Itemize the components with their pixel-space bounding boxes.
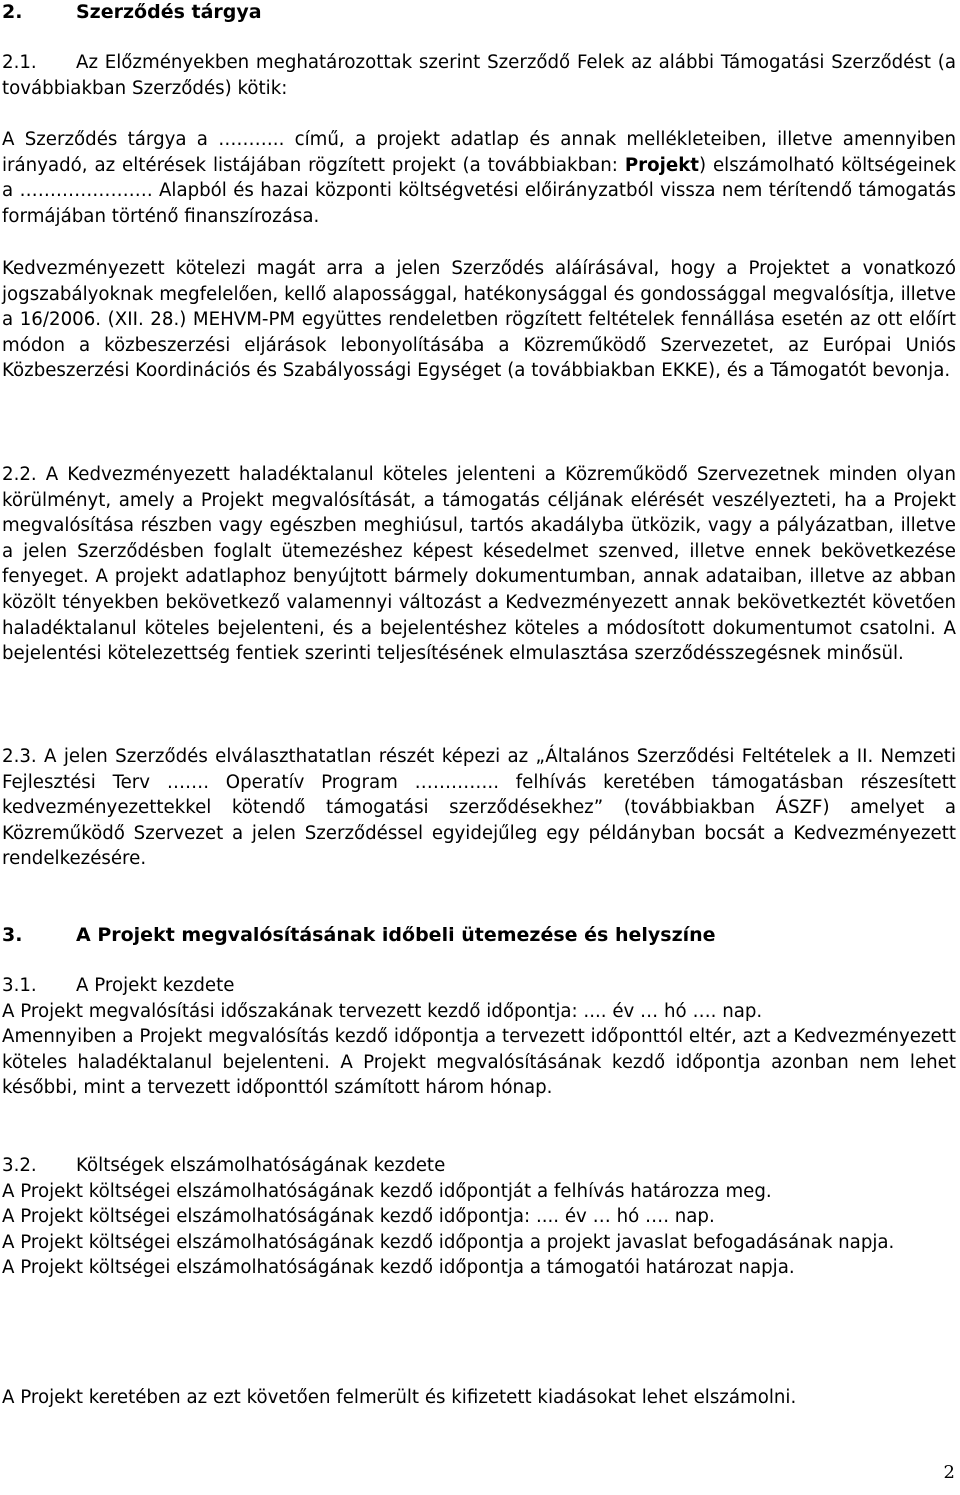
start-date-line: A Projekt megvalósítási időszakának tervezett kezdő időpontja: .... év … hó …. nap. <box>2 1000 763 1022</box>
paragraph-2-1-obligation <box>2 256 956 384</box>
paragraph-2-1-intro <box>2 50 956 101</box>
section-2-number: 2. <box>2 1 23 23</box>
subsection-3-2 <box>2 1153 956 1281</box>
paragraph-2-2-text: 2.2. A Kedvezményezett haladéktalanul köteles jelenteni a Közreműködő Szervezetnek minden olyan körülményt, amely a Projekt megvalósítását, a támogatás céljának elérését veszélyezteti, ha a Projekt megvalósítása részben vagy egészben meghiúsul, tartós akadályba ütközik, vagy a pályázatban, illetve a jelen Szerződésben foglalt ütemezéshez képest késedelmet szenved, illetve ennek bekövetkezése fenyeget. A projekt adatlaphoz benyújtott bármely dokumentumban, annak adataiban, illetve az abban közölt tényekben bekövetkező valamennyi változást a Kedvezményezett annak bekövetkeztét követően haladéktalanul köteles bejelenteni, és a bejelentéshez köteles a módosított dokumentumot csatolni. A bejelentési kötelezettség fentiek szerinti teljesítésének elmulasztása szerződésszegésnek minősül. <box>2 464 956 665</box>
subsection-3-1 <box>2 973 956 1101</box>
page-number: 2 <box>943 1462 955 1484</box>
eligibility-line-4: A Projekt költségei elszámolhatóságának kezdő időpontja a támogatói határozat napja. <box>2 1257 795 1279</box>
eligibility-line-2: A Projekt költségei elszámolhatóságának kezdő időpontja: .... év … hó …. nap. <box>2 1206 715 1228</box>
subsection-3-2-number: 3.2. <box>2 1155 37 1176</box>
section-3-heading <box>2 923 956 949</box>
paragraph-2-3-text: 2.3. A jelen Szerződés elválaszthatatlan részét képezi az „Általános Szerződési Feltételek a II. Nemzeti Fejlesztési Terv ……. Operatív Program ………….. felhívás keretében támogatásban részesített kedvezményezettekkel kötendő támogatási szerződésekhez” (továbbiakban ÁSZF) amelyet a Közreműködő Szervezet a jelen Szerződéssel egyidejűleg egy példányban bocsát a Kedvezményezett rendelkezésére. <box>2 746 956 870</box>
start-date-deviation: Amennyiben a Projekt megvalósítás kezdő időpontja a tervezett időponttól eltér, azt a Kedvezményezett köteles haladéktalanul bejelenteni. A Projekt megvalósításának kezdő időpontja azonban nem lehet későbbi, mint a tervezett időponttól számított három hónap. <box>2 1026 956 1099</box>
subject-text-start: A Szerződés tárgya a ……….. című, a projekt adatlap és annak mellékleteiben, illetve amennyiben irányadó, az eltérések listájában rögzített projekt (a továbbiakban: <box>2 129 956 176</box>
obligation-text: Kedvezményezett kötelezi magát arra a jelen Szerződés aláírásával, hogy a Projektet a vonatkozó jogszabályoknak megfelelően, kellő alapossággal, hatékonysággal és gondossággal megvalósítja, illetve a 16/2006. (XII. 28.) MEHVM-PM együttes rendeletben rögzített feltételek fennállása esetén az ott előírt módon a közbeszerzési eljárások lebonyolításába a Közreműködő Szervezetet, az Európai Uniós Közbeszerzési Koordinációs és Szabályossági Egységet (a továbbiakban EKKE), és a Támogatót bevonja. <box>2 258 956 382</box>
eligibility-line-3: A Projekt költségei elszámolhatóságának kezdő időpontja a projekt javaslat befogadásának napja. <box>2 1231 895 1253</box>
subsection-3-1-number: 3.1. <box>2 975 37 996</box>
final-paragraph <box>2 1385 956 1411</box>
final-line: A Projekt keretében az ezt követően felmerült és kifizetett kiadásokat lehet elszámolni. <box>2 1387 797 1408</box>
subsection-3-2-title: Költségek elszámolhatóságának kezdete <box>76 1155 446 1176</box>
subject-text-end: ) elszámolható költségeinek a …………………. Alapból és hazai központi költségvetési előirányzatból vissza nem térítendő támogatás formájában történő finanszírozása. <box>2 154 956 227</box>
eligibility-line-1: A Projekt költségei elszámolhatóságának kezdő időpontját a felhívás határozza meg. <box>2 1180 772 1202</box>
section-3-title: A Projekt megvalósításának időbeli ütemezése és helyszíne <box>76 924 716 946</box>
paragraph-2-1-text: Az Előzményekben meghatározottak szerint Szerződő Felek az alábbi Támogatási Szerződést (a továbbiakban Szerződés) kötik: <box>2 52 956 99</box>
subsection-3-1-title: A Projekt kezdete <box>76 975 235 996</box>
paragraph-2-1-subject <box>2 127 956 229</box>
paragraph-2-2 <box>2 462 956 667</box>
section-2-title: Szerződés tárgya <box>76 1 262 23</box>
section-3-number: 3. <box>2 924 23 946</box>
paragraph-2-1-number: 2.1. <box>2 52 37 73</box>
paragraph-2-3 <box>2 744 956 872</box>
subject-project-term: Projekt <box>624 154 699 176</box>
section-2-heading <box>2 0 956 26</box>
